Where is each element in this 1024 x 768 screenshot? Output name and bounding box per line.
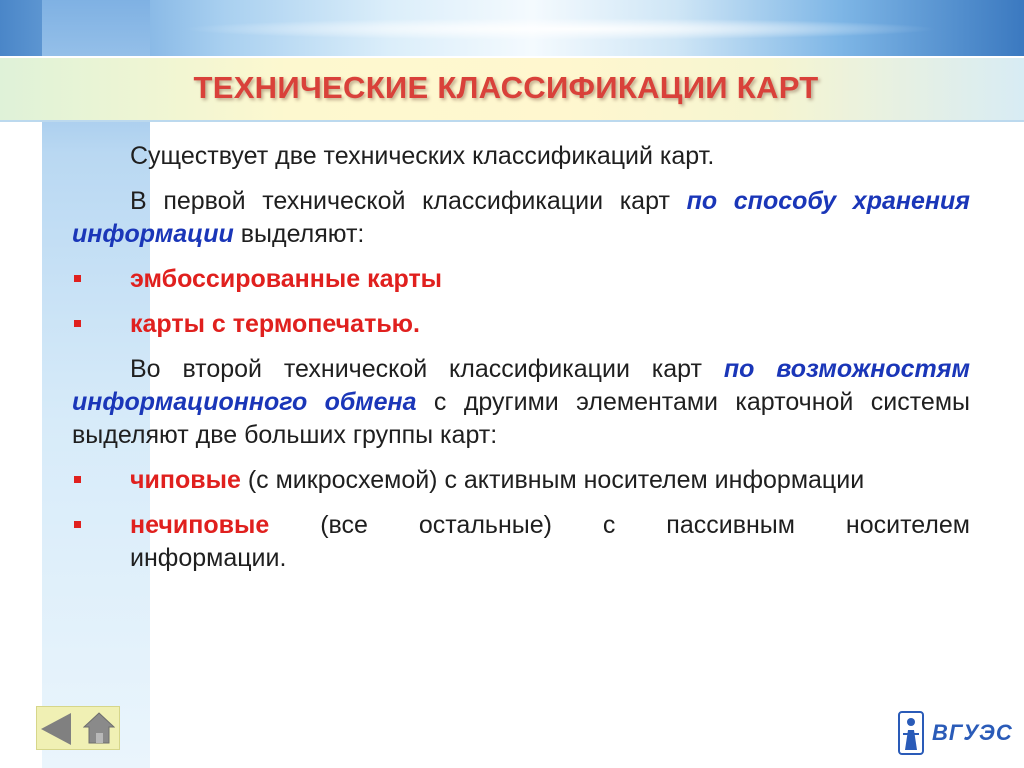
slide-body <box>72 140 970 587</box>
slide-title: ТЕХНИЧЕСКИЕ КЛАССИФИКАЦИИ КАРТ <box>193 70 819 105</box>
first-classification-paragraph <box>72 185 970 251</box>
second-classification-paragraph <box>72 353 970 452</box>
chip-cards-description: (с микросхемой) с активным носителем информации <box>240 466 865 494</box>
second-classification-prefix: Во второй технической классификации карт <box>130 355 724 383</box>
first-classification-emphasis: по способу хранения информации <box>72 187 970 248</box>
list-item <box>72 308 970 341</box>
header-light-streak <box>180 18 940 40</box>
list-item <box>72 464 970 497</box>
logo-text: ВГУЭС <box>932 720 1013 745</box>
thermal-print-cards-item: карты с термопечатью. <box>130 310 420 338</box>
chip-cards-term: чиповые <box>130 466 241 494</box>
triangle-left-icon[interactable] <box>41 713 71 745</box>
house-icon[interactable] <box>83 711 115 745</box>
second-classification-suffix: с другими элементами карточной системы выделяют две больших группы карт: <box>72 388 970 449</box>
first-classification-prefix: В первой технической классификации карт <box>130 187 687 215</box>
header-gradient-band <box>0 0 1024 56</box>
emblem-icon <box>896 710 926 756</box>
bullet-square-icon <box>74 320 81 327</box>
bullet-square-icon <box>74 476 81 483</box>
intro-paragraph <box>72 140 970 173</box>
list-item <box>72 263 970 296</box>
first-classification-suffix: выделяют: <box>233 220 365 248</box>
slide-navigation <box>36 706 120 750</box>
bullet-square-icon <box>74 521 81 528</box>
intro-text: Существует две технических классификаций карт. <box>130 142 715 170</box>
embossed-cards-item: эмбоссированные карты <box>130 265 443 293</box>
university-logo <box>896 710 1013 756</box>
non-chip-cards-description: (все остальные) с пассивным носителем информации. <box>130 511 970 572</box>
bullet-square-icon <box>74 275 81 282</box>
second-classification-emphasis: по возможностям информационного обмена <box>72 355 970 416</box>
list-item <box>72 509 970 575</box>
non-chip-cards-term: нечиповые <box>130 511 270 539</box>
